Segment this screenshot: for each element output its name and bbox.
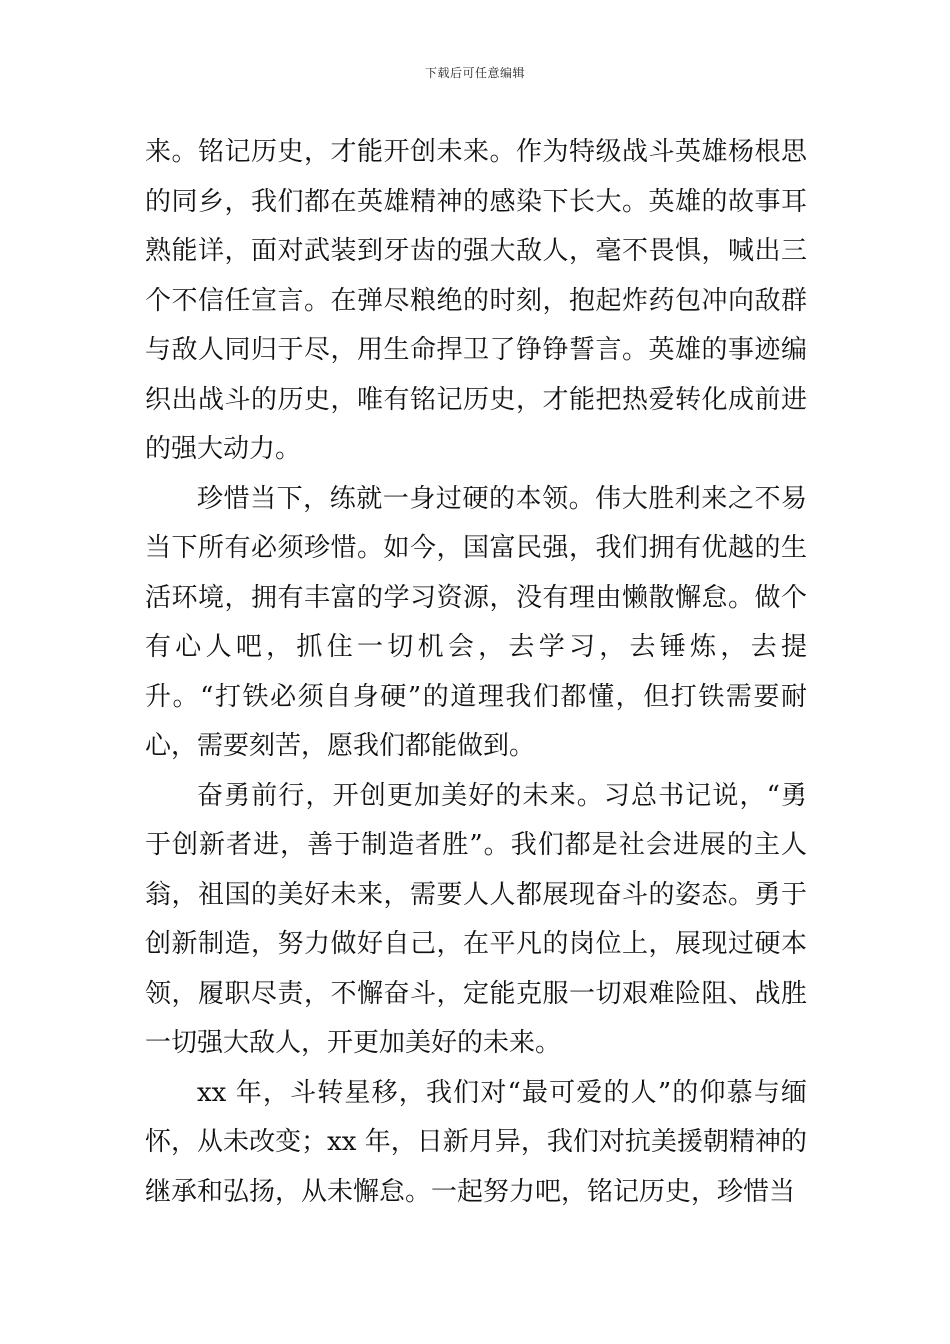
body-text	[145, 128, 807, 1217]
page-header: 下载后可任意编辑	[424, 66, 525, 80]
paragraph-3: 奋勇前行，开创更加美好的未来。习总书记说，“勇于创新者进，善于制造者胜”。我们都是社会进展的主人翁，祖国的美好未来，需要人人都展现奋斗的姿态。勇于创新制造，努力做好自己，在平凡的岗位上，展现过硬本领，履职尽责，不懈奋斗，定能克服一切艰难险阻、战胜一切强大敌人，开更加美好的未来。	[145, 780, 807, 1058]
paragraph-2: 珍惜当下，练就一身过硬的本领。伟大胜利来之不易当下所有必须珍惜。如今，国富民强，我们拥有优越的生活环境，拥有丰富的学习资源，没有理由懒散懈怠。做个有心人吧，抓住一切机会，去学习，去锤炼，去提升。“打铁必须自身硬”的道理我们都懂，但打铁需要耐心，需要刻苦，愿我们都能做到。	[145, 483, 807, 761]
paragraph-1: 来。铭记历史，才能开创未来。作为特级战斗英雄杨根思的同乡，我们都在英雄精神的感染下长大。英雄的故事耳熟能详，面对武装到牙齿的强大敌人，毫不畏惧，喊出三个不信任宣言。在弹尽粮绝的时刻，抱起炸药包冲向敌群与敌人同归于尽，用生命捍卫了铮铮誓言。英雄的事迹编织出战斗的历史，唯有铭记历史，才能把热爱转化成前进的强大动力。	[145, 137, 807, 464]
paragraph-4: xx 年，斗转星移，我们对“最可爱的人”的仰慕与缅怀，从未改变；xx 年，日新月异，我们对抗美援朝精神的继承和弘扬，从未懈怠。一起努力吧，铭记历史，珍惜当	[145, 1077, 807, 1207]
